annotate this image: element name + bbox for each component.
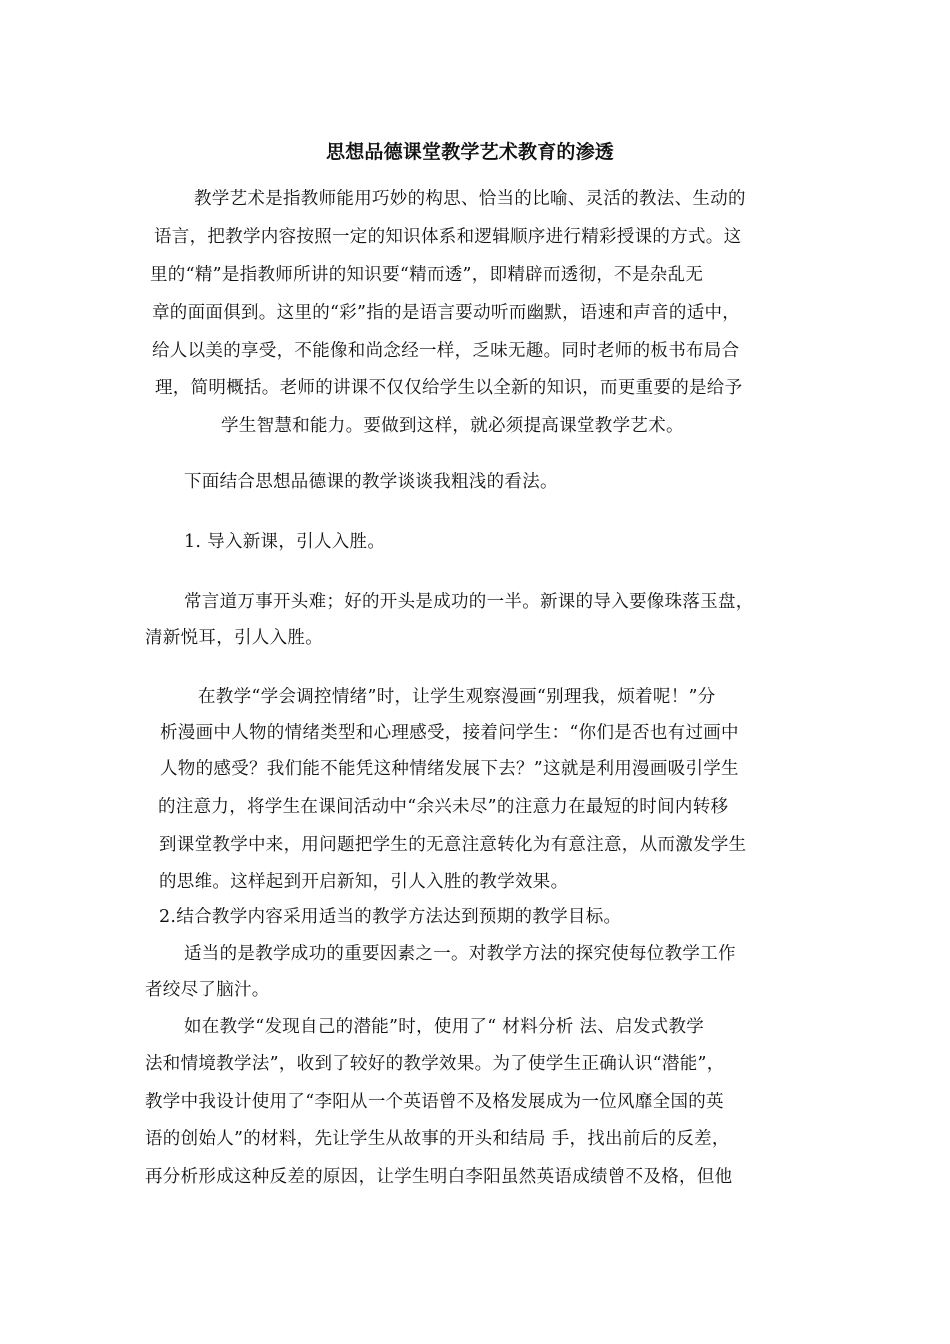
text-line: 法和情境教学法”，收到了较好的教学效果。为了使学生正确认识“潜能”， [145, 1054, 725, 1074]
text-line: 常言道万事开头难；好的开头是成功的一半。新课的导入要像珠落玉盘， [184, 592, 754, 612]
text-line: 的注意力，将学生在课间活动中“余兴未尽”的注意力在最短的时间内转移 [158, 797, 729, 817]
text-line: 在教学“学会调控情绪”时，让学生观察漫画“别理我，烦着呢！”分 [198, 687, 716, 707]
text-line: 到课堂教学中来，用问题把学生的无意注意转化为有意注意，从而激发学生 [159, 835, 747, 855]
text-line: 语的创始人”的材料，先让学生从故事的开头和结局 手，找出前后的反差， [145, 1129, 730, 1149]
text-line: 人物的感受？我们能不能凭这种情绪发展下去？”这就是利用漫画吸引学生 [160, 759, 739, 779]
text-line: 给人以美的享受，不能像和尚念经一样，乏味无趣。同时老师的板书布局合 [152, 341, 740, 361]
text-line: 再分析形成这种反差的原因，让学生明白李阳虽然英语成绩曾不及格，但他 [145, 1167, 733, 1187]
text-line: 教学艺术是指教师能用巧妙的构思、恰当的比喻、灵活的教法、生动的 [194, 189, 746, 209]
section-heading: 1. 导入新课，引人入胜。 [184, 532, 386, 552]
text-line: 章的面面俱到。这里的“彩”指的是语言要动听而幽默，语速和声音的适中， [152, 303, 741, 323]
text-line: 析漫画中人物的情绪类型和心理感受，接着问学生：“你们是否也有过画中 [160, 723, 739, 743]
text-line: 理，简明概括。老师的讲课不仅仅给学生以全新的知识，而更重要的是给予 [155, 378, 743, 398]
section-heading: 2.结合教学内容采用适当的教学方法达到预期的教学目标。 [159, 907, 622, 927]
text-line: 里的“精”是指教师所讲的知识要“精而透”，即精辟而透彻，不是杂乱无 [150, 265, 704, 285]
text-line: 适当的是教学成功的重要因素之一。对教学方法的探究使每位教学工作 [184, 944, 736, 964]
text-line: 语言，把教学内容按照一定的知识体系和逻辑顺序进行精彩授课的方式。这 [154, 227, 742, 247]
text-line: 教学中我设计使用了“李阳从一个英语曾不及格发展成为一位风靡全国的英 [145, 1092, 724, 1112]
document-title: 思想品德课堂教学艺术教育的渗透 [326, 141, 615, 163]
text-line: 的思维。这样起到开启新知，引人入胜的教学效果。 [159, 872, 569, 892]
text-line: 如在教学“发现自己的潜能”时，使用了“ 材料分析 法、启发式教学 [184, 1017, 705, 1037]
text-line: 者绞尽了脑汁。 [145, 980, 270, 1000]
text-line: 下面结合思想品德课的教学谈谈我粗浅的看法。 [184, 472, 558, 492]
text-line: 学生智慧和能力。要做到这样，就必须提高课堂教学艺术。 [221, 416, 684, 436]
text-line: 清新悦耳，引人入胜。 [145, 628, 323, 648]
